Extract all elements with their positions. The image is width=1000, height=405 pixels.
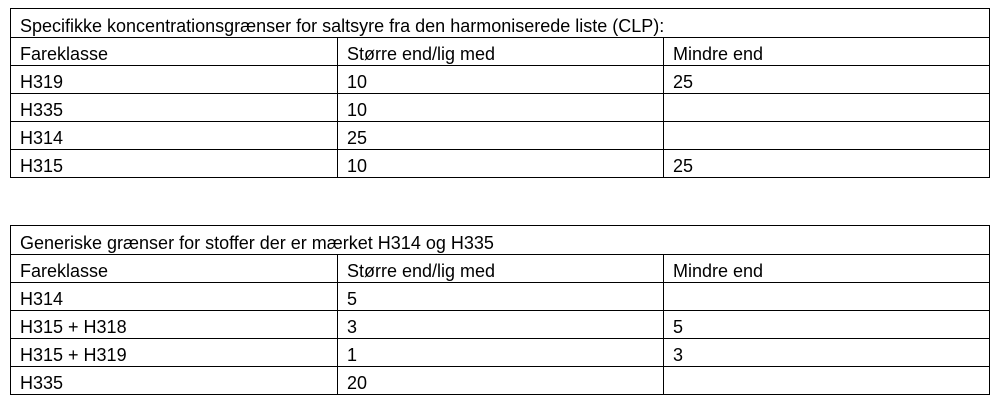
cell-greater-equal: 20: [338, 367, 664, 395]
table-row: [11, 367, 990, 395]
column-header-less-than: Mindre end: [664, 255, 990, 283]
generic-limits-table: [10, 225, 990, 395]
cell-less-than: 25: [664, 66, 990, 94]
table-row: [11, 66, 990, 94]
cell-fareklasse: H315 + H318: [11, 311, 338, 339]
cell-less-than: [664, 94, 990, 122]
table-row: [11, 339, 990, 367]
cell-less-than: [664, 122, 990, 150]
cell-fareklasse: H314: [11, 283, 338, 311]
cell-greater-equal: 10: [338, 150, 664, 178]
cell-less-than: [664, 283, 990, 311]
column-header-greater-equal: Større end/lig med: [338, 255, 664, 283]
table-row: [11, 122, 990, 150]
cell-less-than: 25: [664, 150, 990, 178]
cell-greater-equal: 5: [338, 283, 664, 311]
column-header-fareklasse: Fareklasse: [11, 255, 338, 283]
cell-fareklasse: H335: [11, 367, 338, 395]
cell-greater-equal: 10: [338, 66, 664, 94]
cell-fareklasse: H314: [11, 122, 338, 150]
cell-fareklasse: H319: [11, 66, 338, 94]
cell-fareklasse: H315 + H319: [11, 339, 338, 367]
cell-less-than: [664, 367, 990, 395]
cell-greater-equal: 25: [338, 122, 664, 150]
column-header-fareklasse: Fareklasse: [11, 38, 338, 66]
table-header-row: [11, 38, 990, 66]
cell-fareklasse: H335: [11, 94, 338, 122]
table-title: Specifikke koncentrationsgrænser for saltsyre fra den harmoniserede liste (CLP):: [11, 9, 990, 38]
cell-greater-equal: 3: [338, 311, 664, 339]
cell-greater-equal: 1: [338, 339, 664, 367]
cell-greater-equal: 10: [338, 94, 664, 122]
table-row: [11, 311, 990, 339]
table-title-row: [11, 226, 990, 255]
table-title-row: [11, 9, 990, 38]
specific-limits-table: [10, 8, 990, 178]
cell-less-than: 3: [664, 339, 990, 367]
cell-less-than: 5: [664, 311, 990, 339]
table-row: [11, 94, 990, 122]
table-title: Generiske grænser for stoffer der er mærket H314 og H335: [11, 226, 990, 255]
table-row: [11, 283, 990, 311]
column-header-greater-equal: Større end/lig med: [338, 38, 664, 66]
cell-fareklasse: H315: [11, 150, 338, 178]
column-header-less-than: Mindre end: [664, 38, 990, 66]
table-header-row: [11, 255, 990, 283]
table-row: [11, 150, 990, 178]
